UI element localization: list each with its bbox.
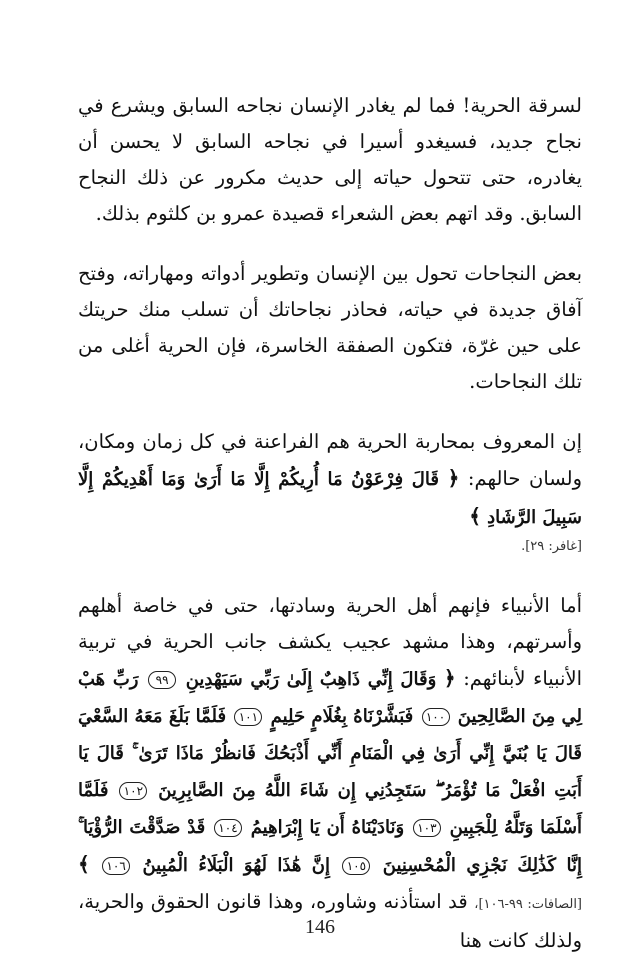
verse-number-marker: ١٠١ [234, 708, 262, 726]
quran-verse-104: وَنَادَيْنَاهُ أَن يَا إِبْرَاهِيمُ [250, 817, 405, 838]
quran-verse-102: فَلَمَّا بَلَغَ مَعَهُ السَّعْيَ قَالَ يَا بُنَيَّ إِنِّي أَرَىٰ فِي الْمَنَامِ أَنِّي أَذْبَحُكَ فَانظُرْ مَاذَا تَرَىٰ ۚ قَالَ يَا أَبَتِ افْعَلْ مَا تُؤْمَرُ ۖ سَتَجِدُنِي إِن شَاءَ اللَّهُ مِنَ الصَّابِرِينَ [78, 706, 582, 801]
quran-verse-103: فَلَمَّا أَسْلَمَا وَتَلَّهُ لِلْجَبِينِ [78, 780, 583, 838]
quran-verse-106: إِنَّ هَٰذَا لَهُوَ الْبَلَاءُ الْمُبِينُ [142, 855, 331, 876]
paragraph-3-text: إن المعروف بمحاربة الحرية هم الفراعنة في كل زمان ومكان، ولسان حالهم: [78, 430, 583, 490]
quran-reference: [الصافات: ٩٩-١٠٦]، [474, 897, 582, 912]
quran-verse-105: قَدْ صَدَّقْتَ الرُّؤْيَا ۚ إِنَّا كَذَٰلِكَ نَجْزِي الْمُحْسِنِينَ [78, 817, 583, 876]
verse-number-marker: ٩٩ [148, 671, 176, 689]
verse-number-marker: ١٠٥ [342, 857, 370, 875]
page-body [78, 88, 582, 959]
quran-verse-100: رَبِّ هَبْ لِي مِنَ الصَّالِحِينَ [78, 669, 583, 727]
paragraph-2: بعض النجاحات تحول بين الإنسان وتطوير أدواته ومهاراته، وفتح آفاق جديدة في حياته، فحاذر نجاحاتك أن تسلب منك حريتك على حين غرّة، فتكون الصفقة الخاسرة، فإن الحرية أغلى من تلك النجاحات. [78, 262, 582, 393]
quran-open-bracket: ﴿ [443, 666, 456, 690]
quran-open-bracket: ﴿ [447, 466, 460, 490]
page-number: 146 [305, 916, 335, 938]
quran-verse-101: فَبَشَّرْنَاهُ بِغُلَامٍ حَلِيمٍ [270, 706, 414, 727]
paragraph-3 [78, 424, 582, 558]
quran-reference: [غافر: ٢٩]. [521, 539, 582, 554]
paragraph-1: لسرقة الحرية! فما لم يغادر الإنسان نجاحه السابق ويشرع في نجاح جديد، فسيغدو أسيرا في نجاحه السابق لا يحسن أن يغادره، حتى تتحول حياته إلى حديث مكرور عن ذلك النجاح السابق. وقد اتهم بعض الشعراء قصيدة عمرو بن كلثوم بذلك. [78, 94, 582, 225]
verse-number-marker: ١٠٠ [422, 708, 450, 726]
paragraph-4-text: أما الأنبياء فإنهم أهل الحرية وسادتها، حتى في خاصة أهلهم وأسرتهم، وهذا مشهد عجيب يكشف جانب الحرية في تربية الأنبياء لأبنائهم: [78, 594, 583, 690]
paragraph-4-continuation: قد استأذنه وشاوره، وهذا قانون الحقوق والحرية، ولذلك كانت هنا [78, 890, 582, 952]
verse-number-marker: ١٠٢ [119, 782, 147, 800]
verse-number-marker: ١٠٦ [102, 857, 130, 875]
paragraph-4 [78, 588, 582, 959]
quran-close-bracket: ﴾ [78, 852, 90, 876]
quran-verse-99: وَقَالَ إِنِّي ذَاهِبٌ إِلَىٰ رَبِّي سَيَهْدِينِ [185, 669, 437, 690]
verse-number-marker: ١٠٣ [413, 819, 441, 837]
quran-close-bracket: ﴾ [469, 504, 481, 528]
quran-verse: قَالَ فِرْعَوْنُ مَا أُرِيكُمْ إِلَّا مَا أَرَىٰ وَمَا أَهْدِيكُمْ إِلَّا سَبِيلَ الرَّشَادِ [78, 469, 582, 528]
verse-number-marker: ١٠٤ [214, 819, 242, 837]
